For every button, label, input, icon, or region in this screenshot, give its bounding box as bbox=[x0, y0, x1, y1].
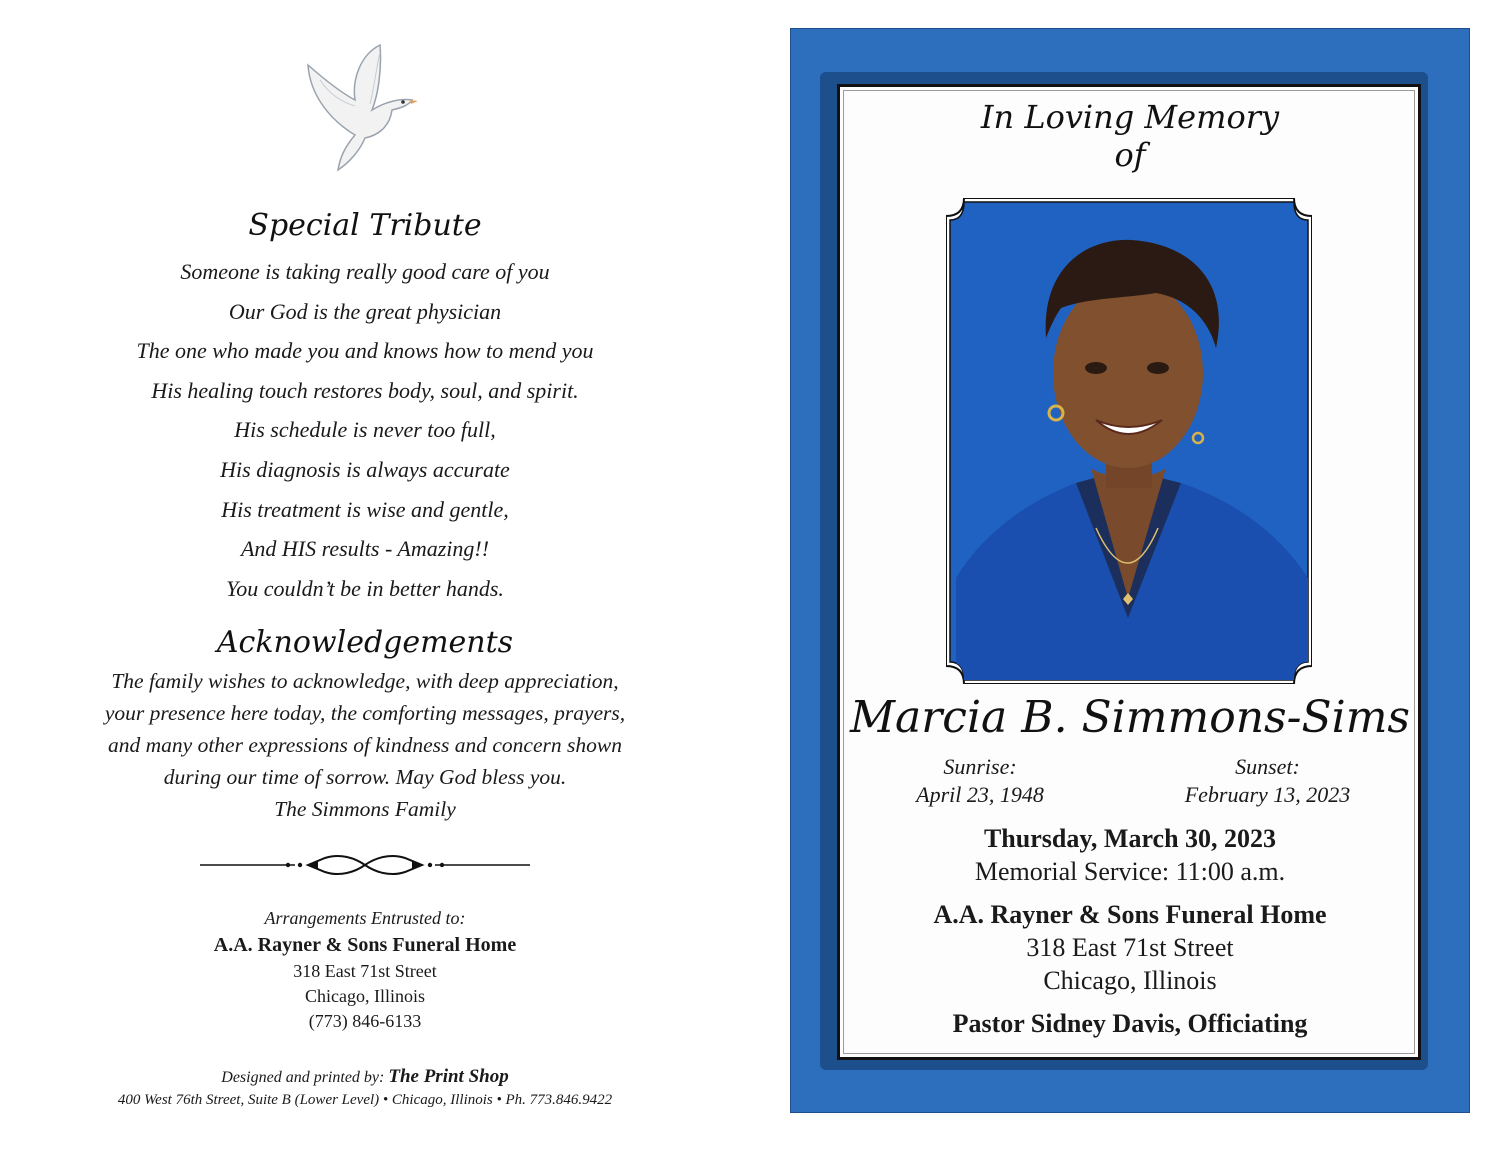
poem-line: Our God is the great physician bbox=[228, 298, 502, 324]
poem-line: You couldn’t be in better hands. bbox=[226, 575, 504, 601]
in-loving-memory-header bbox=[840, 98, 1420, 174]
poem-line: His treatment is wise and gentle, bbox=[221, 496, 509, 522]
sunrise-label: Sunrise: bbox=[943, 754, 1017, 779]
printer-name: The Print Shop bbox=[388, 1066, 509, 1087]
poem-line: And HIS results - Amazing!! bbox=[240, 536, 490, 562]
acknowledgements-title: Acknowledgements bbox=[216, 625, 514, 660]
dove-icon bbox=[300, 40, 430, 175]
poem-line: His diagnosis is always accurate bbox=[220, 456, 510, 482]
sunset-label: Sunset: bbox=[1235, 754, 1300, 779]
poem-line: The one who made you and knows how to mend you bbox=[136, 338, 594, 364]
ack-line: your presence here today, the comforting messages, prayers, bbox=[104, 701, 626, 725]
ack-line: The family wishes to acknowledge, with deep appreciation, bbox=[111, 669, 619, 693]
printer-address: 400 West 76th Street, Suite B (Lower Level) • Chicago, Illinois • Ph. 773.846.9422 bbox=[117, 1092, 613, 1108]
sunrise-date: April 23, 1948 bbox=[916, 782, 1044, 807]
poem-line: His healing touch restores body, soul, and spirit. bbox=[151, 377, 579, 403]
sunrise-block bbox=[890, 753, 1070, 809]
funeral-home-phone: (773) 846-6133 bbox=[308, 1011, 422, 1031]
sunset-date: February 13, 2023 bbox=[1184, 782, 1351, 807]
ack-line: The Simmons Family bbox=[274, 797, 456, 821]
acknowledgements-text bbox=[70, 665, 660, 825]
funeral-home-city: Chicago, Illinois bbox=[305, 986, 425, 1006]
header-line: In Loving Memory bbox=[980, 98, 1280, 136]
service-street: 318 East 71st Street bbox=[1026, 933, 1234, 962]
arrangements-label: Arrangements Entrusted to: bbox=[264, 908, 466, 928]
printer-prefix: Designed and printed by: bbox=[221, 1069, 385, 1086]
ornament-divider-icon bbox=[200, 850, 530, 880]
ack-line: during our time of sorrow. May God bless you. bbox=[163, 765, 567, 789]
service-date: Thursday, March 30, 2023 bbox=[983, 824, 1277, 853]
funeral-home-street: 318 East 71st Street bbox=[293, 961, 437, 981]
ack-line: and many other expressions of kindness and concern shown bbox=[108, 733, 622, 757]
poem-line: Someone is taking really good care of you bbox=[180, 259, 550, 284]
service-details bbox=[840, 822, 1420, 1040]
portrait-photo bbox=[946, 198, 1312, 684]
header-line: of bbox=[1114, 136, 1146, 174]
funeral-home-name: A.A. Rayner & Sons Funeral Home bbox=[213, 934, 517, 956]
left-panel bbox=[0, 0, 740, 1159]
arrangements-block bbox=[0, 905, 730, 1034]
service-location: A.A. Rayner & Sons Funeral Home bbox=[933, 900, 1327, 929]
service-city: Chicago, Illinois bbox=[1043, 966, 1217, 995]
tribute-title: Special Tribute bbox=[248, 208, 482, 243]
poem-line: His schedule is never too full, bbox=[234, 417, 496, 443]
tribute-poem bbox=[0, 252, 730, 608]
printer-credit bbox=[0, 1066, 730, 1111]
sunset-block bbox=[1160, 753, 1375, 809]
deceased-name: Marcia B. Simmons-Sims bbox=[849, 692, 1410, 743]
service-time: Memorial Service: 11:00 a.m. bbox=[974, 857, 1286, 886]
officiant: Pastor Sidney Davis, Officiating bbox=[952, 1009, 1308, 1038]
